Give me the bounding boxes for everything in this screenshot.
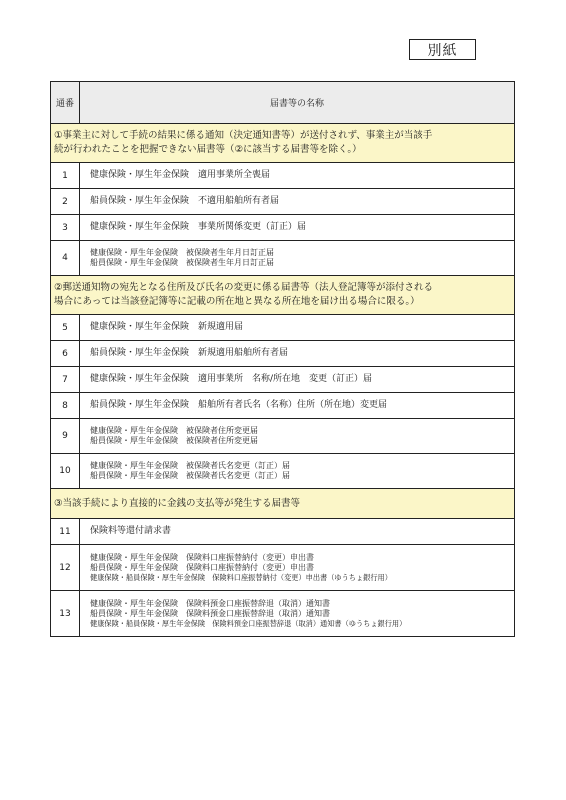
row-number: 1 xyxy=(51,163,80,189)
table-row xyxy=(51,241,515,276)
section-2-header xyxy=(51,276,515,315)
section-3-header xyxy=(51,489,515,519)
table-row xyxy=(51,163,515,189)
form-name: 健康保険・厚生年金保険 被保険者生年月日訂正届 船員保険・厚生年金保険 被保険者生年月日訂正届 xyxy=(80,241,515,276)
row-number: 3 xyxy=(51,215,80,241)
form-name: 船員保険・厚生年金保険 新規適用船舶所有者届 xyxy=(80,341,515,367)
form-name: 健康保険・厚生年金保険 保険料預金口座振替辞退（取消）通知書 船員保険・厚生年金保険 保険料預金口座振替辞退（取消）通知書 健康保険・船員保険・厚生年金保険 保険料預金口座振替辞退（取消）通知書（ゆうちょ銀行用） xyxy=(80,591,515,637)
form-name: 健康保険・厚生年金保険 被保険者氏名変更（訂正）届 船員保険・厚生年金保険 被保険者氏名変更（訂正）届 xyxy=(80,454,515,489)
row-number: 6 xyxy=(51,341,80,367)
header-form-name: 届書等の名称 xyxy=(80,82,515,124)
form-name: 船員保険・厚生年金保険 船舶所有者氏名（名称）住所（所在地）変更届 xyxy=(80,393,515,419)
form-name: 保険料等還付請求書 xyxy=(80,519,515,545)
row-number: 9 xyxy=(51,419,80,454)
row-number: 12 xyxy=(51,545,80,591)
table-row xyxy=(51,545,515,591)
table-row xyxy=(51,419,515,454)
table-row xyxy=(51,341,515,367)
section-1-header xyxy=(51,124,515,163)
form-list-table xyxy=(50,81,515,637)
row-number: 11 xyxy=(51,519,80,545)
table-row xyxy=(51,519,515,545)
row-number: 2 xyxy=(51,189,80,215)
table-row xyxy=(51,591,515,637)
attachment-label: 別紙 xyxy=(409,39,476,60)
form-name: 健康保険・厚生年金保険 適用事業所全喪届 xyxy=(80,163,515,189)
row-number: 4 xyxy=(51,241,80,276)
form-name: 健康保険・厚生年金保険 新規適用届 xyxy=(80,315,515,341)
table-row xyxy=(51,189,515,215)
form-name: 健康保険・厚生年金保険 被保険者住所変更届 船員保険・厚生年金保険 被保険者住所変更届 xyxy=(80,419,515,454)
row-number: 10 xyxy=(51,454,80,489)
header-serial-number: 通番 xyxy=(51,82,80,124)
table-row xyxy=(51,454,515,489)
table-row xyxy=(51,315,515,341)
section-title: ③当該手続により直接的に金銭の支払等が発生する届書等 xyxy=(51,489,515,519)
form-name: 船員保険・厚生年金保険 不適用船舶所有者届 xyxy=(80,189,515,215)
row-number: 13 xyxy=(51,591,80,637)
table-row xyxy=(51,367,515,393)
form-name: 健康保険・厚生年金保険 保険料口座振替納付（変更）申出書 船員保険・厚生年金保険 保険料口座振替納付（変更）申出書 健康保険・船員保険・厚生年金保険 保険料口座振替納付（変更）申出書（ゆうちょ銀行用） xyxy=(80,545,515,591)
form-name: 健康保険・厚生年金保険 適用事業所 名称/所在地 変更（訂正）届 xyxy=(80,367,515,393)
section-title: ①事業主に対して手続の結果に係る通知（決定通知書等）が送付されず、事業主が当該手 続が行われたことを把握できない届書等（②に該当する届書等を除く。） xyxy=(51,124,515,163)
row-number: 7 xyxy=(51,367,80,393)
row-number: 5 xyxy=(51,315,80,341)
form-name: 健康保険・厚生年金保険 事業所関係変更（訂正）届 xyxy=(80,215,515,241)
table-row xyxy=(51,393,515,419)
section-title: ②郵送通知物の宛先となる住所及び氏名の変更に係る届書等（法人登記簿等が添付される 場合にあっては当該登記簿等に記載の所在地と異なる所在地を届け出る場合に限る。） xyxy=(51,276,515,315)
row-number: 8 xyxy=(51,393,80,419)
table-header-row xyxy=(51,82,515,124)
table-row xyxy=(51,215,515,241)
